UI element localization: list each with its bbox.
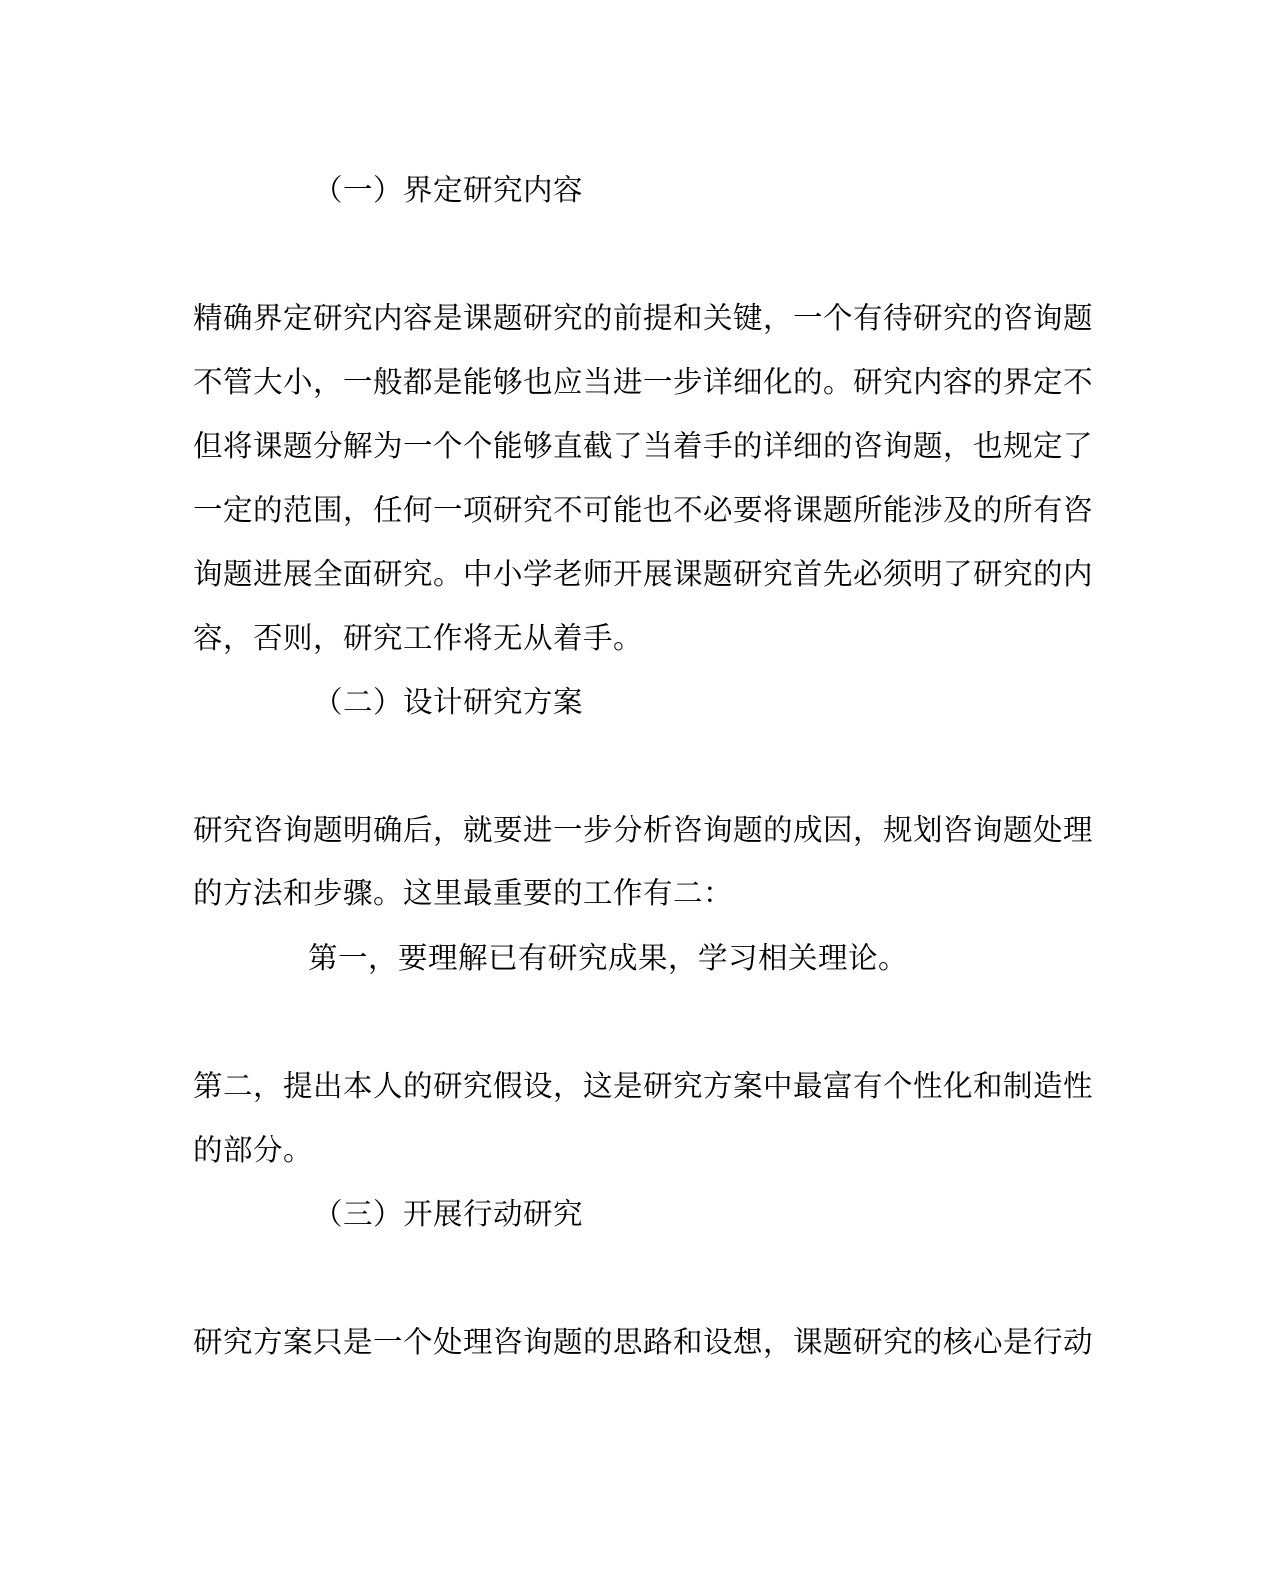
paragraph-line: 容，否则，研究工作将无从着手。 xyxy=(193,621,644,655)
paragraph-line-indented: 第一，要理解已有研究成果，学习相关理论。 xyxy=(308,941,909,975)
section-heading-1: （一）界定研究内容 xyxy=(313,173,584,207)
paragraph-line: 研究方案只是一个处理咨询题的思路和设想，课题研究的核心是行动 xyxy=(193,1325,1094,1359)
paragraph-line: 精确界定研究内容是课题研究的前提和关键，一个有待研究的咨询题 xyxy=(193,301,1094,335)
paragraph-line: 的方法和步骤。这里最重要的工作有二： xyxy=(193,876,734,910)
paragraph-line: 询题进展全面研究。中小学老师开展课题研究首先必须明了研究的内 xyxy=(193,557,1094,591)
paragraph-line: 第二，提出本人的研究假设，这是研究方案中最富有个性化和制造性 xyxy=(193,1069,1094,1103)
section-heading-3: （三）开展行动研究 xyxy=(313,1197,584,1231)
paragraph-line: 不管大小，一般都是能够也应当进一步详细化的。研究内容的界定不 xyxy=(193,365,1094,399)
paragraph-line: 一定的范围，任何一项研究不可能也不必要将课题所能涉及的所有咨 xyxy=(193,493,1094,527)
paragraph-line: 的部分。 xyxy=(193,1133,314,1167)
paragraph-line: 但将课题分解为一个个能够直截了当着手的详细的咨询题，也规定了 xyxy=(193,429,1094,463)
section-heading-2: （二）设计研究方案 xyxy=(313,685,584,719)
paragraph-line: 研究咨询题明确后，就要进一步分析咨询题的成因，规划咨询题处理 xyxy=(193,813,1094,847)
